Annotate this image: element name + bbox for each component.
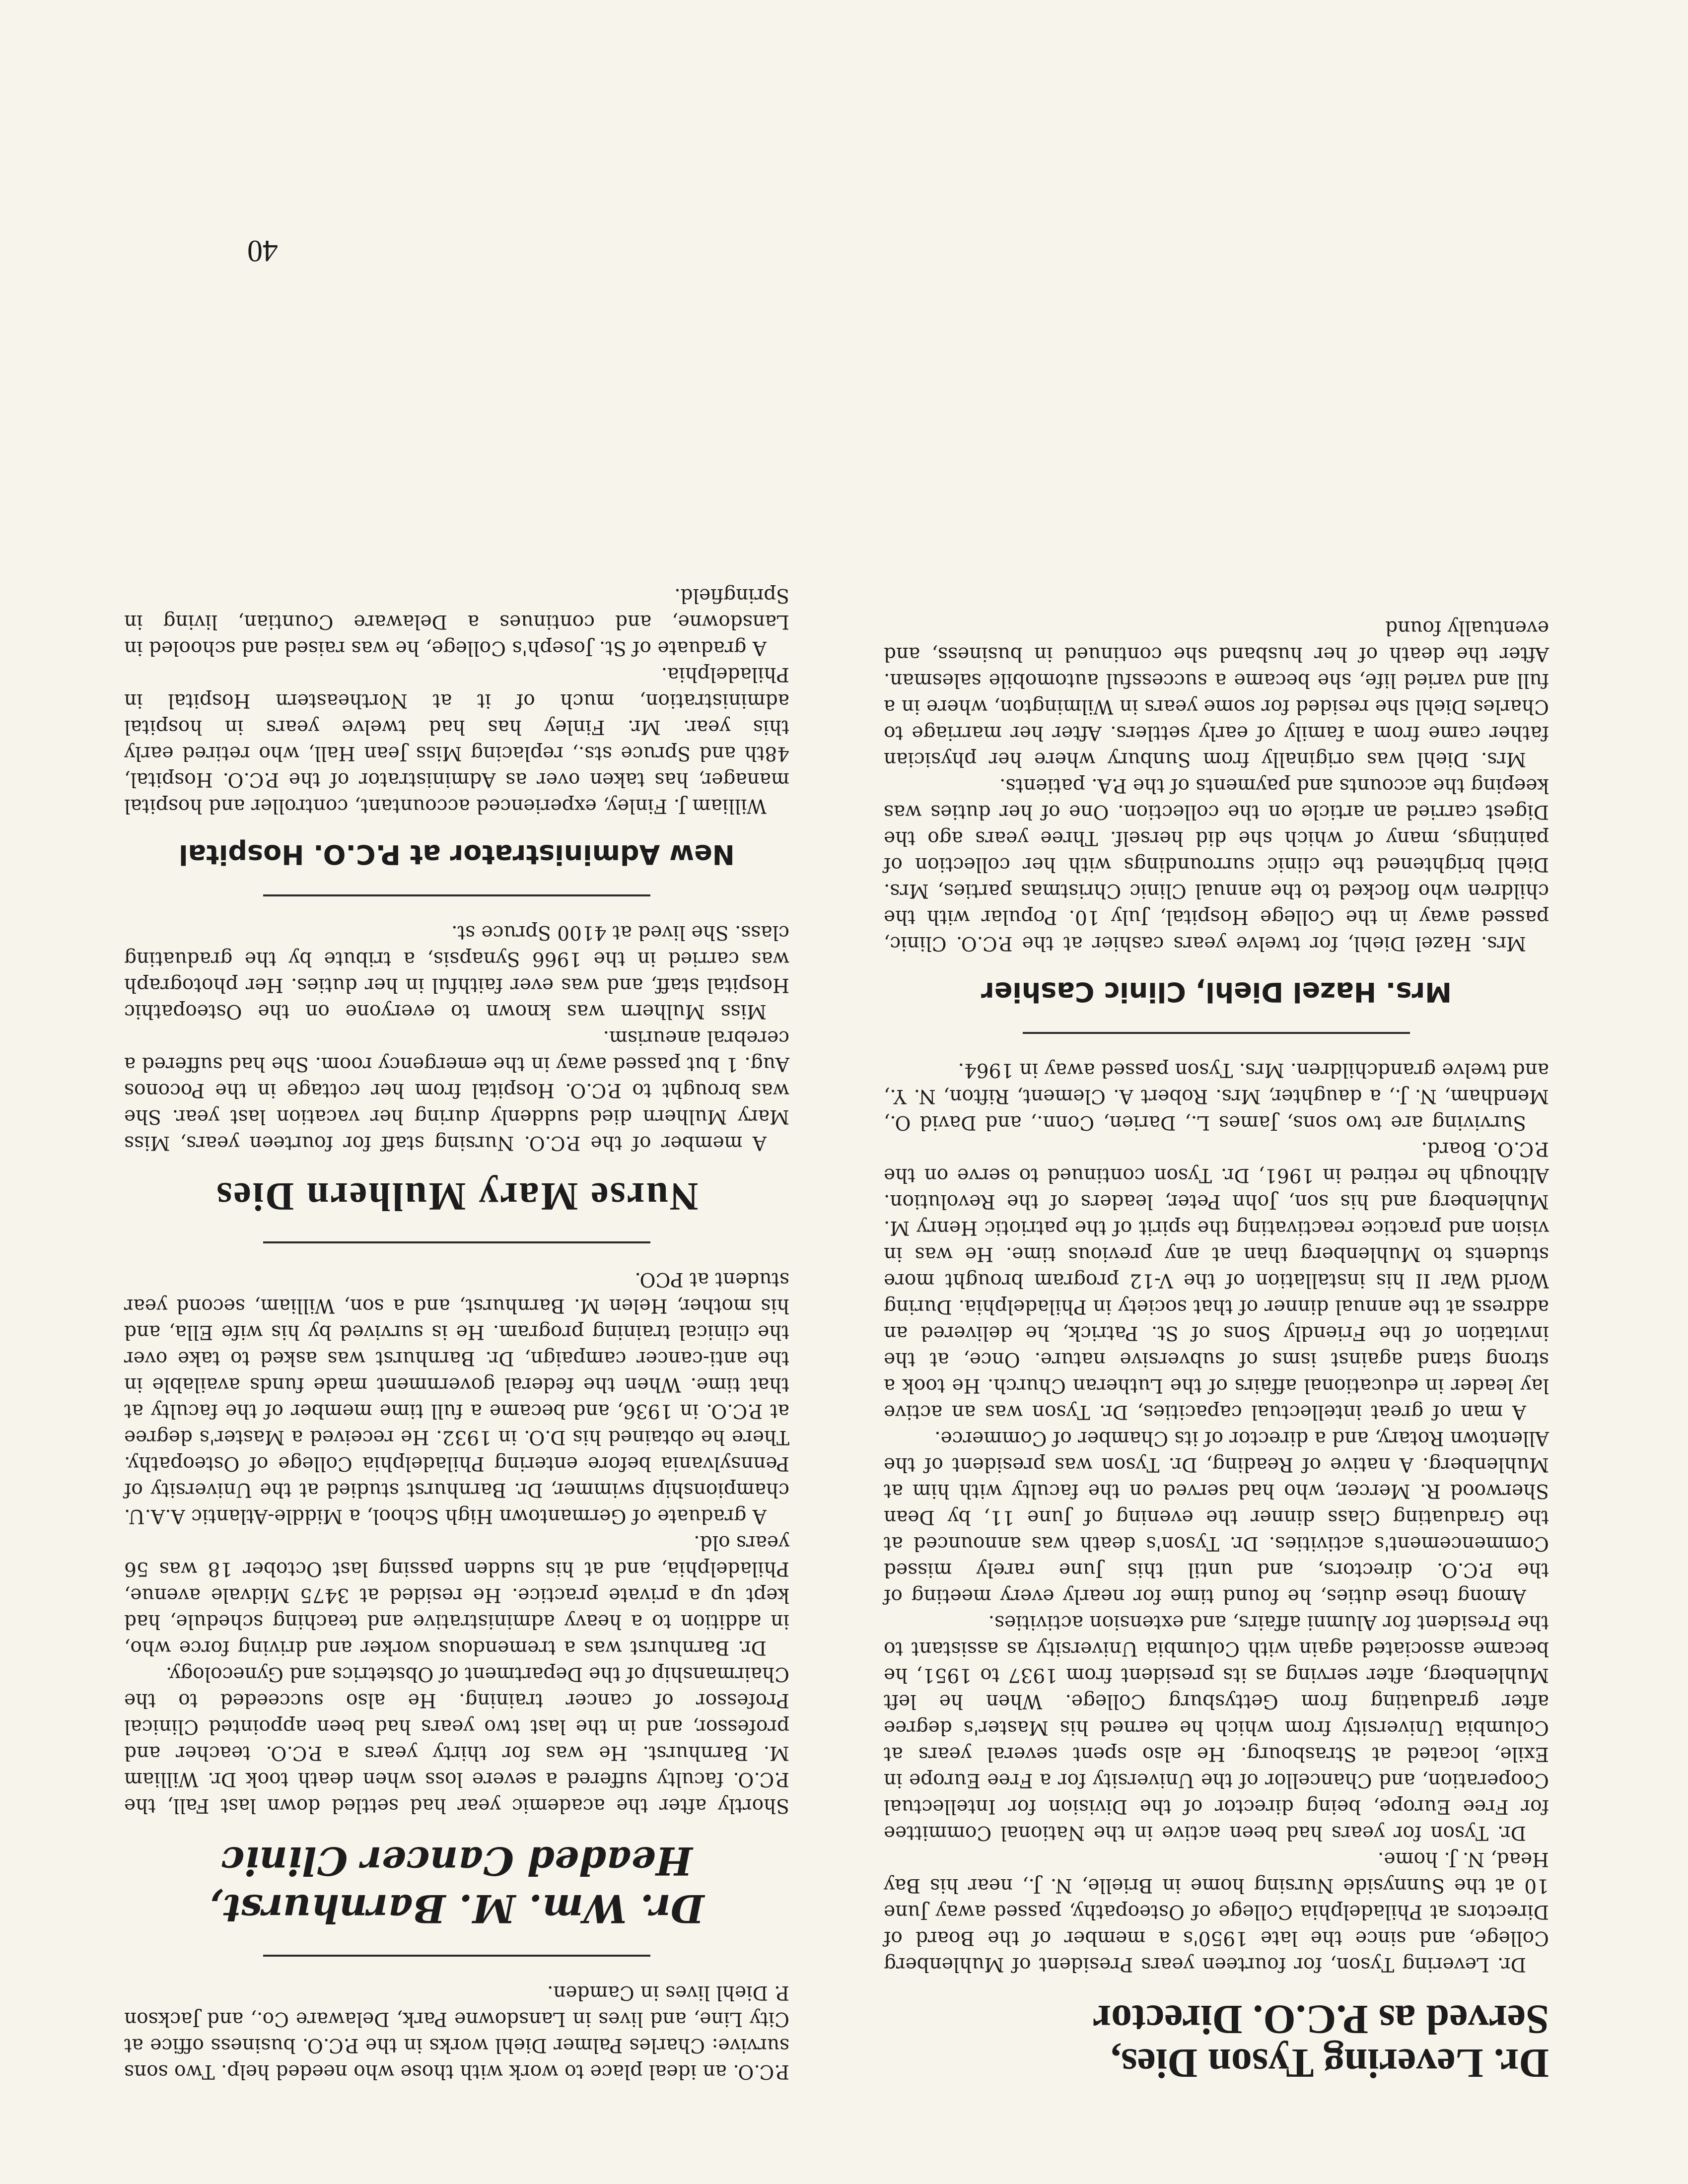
mulhern-paragraph: A member of the P.C.O. Nursing staff for fourteen years, Miss Mary Mulhern died suddenly during her vacation last year. She was brought to P.C.O. Hospital from her cottage in the Poconos Aug. 1 but passed away in the emergency room. She had suffered a cerebral aneurism.	[124, 1026, 789, 1154]
barnhurst-heading-line1: Dr. Wm. M. Barnhurst,	[209, 1886, 704, 1931]
section-divider	[263, 1955, 650, 1957]
tyson-heading-line2: Served as P.C.O. Director	[1092, 1996, 1549, 2043]
mulhern-article-heading: Nurse Mary Mulhern Dies	[215, 1174, 699, 1218]
tyson-heading-line1: Dr. Levering Tyson Dies,	[1111, 2040, 1549, 2086]
tyson-article-heading	[884, 1997, 1549, 2085]
barnhurst-paragraph: A graduate of Germantown High School, a Middle-Atlantic A.A.U. championship swimmer, Dr. Barnhurst studied at the University of Pennsylvania before entering Philadelphia College of Osteopathy. There he obtained his D.O. in 1932. He received a Master's degree at P.C.O. in 1936, and became a full time member of the faculty at that time. When the federal government made funds available in the anti-cancer campaign, Dr. Barnhurst was asked to take over the clinical training program. He is survived by his wife Ella, and his mother, Helen M. Barnhurst, and a son, William, second year student at PCO.	[124, 1268, 789, 1527]
tyson-paragraph: Among these duties, he found time for nearly every meeting of the P.C.O. directors, and until this June rarely missed Commencement's activities. Dr. Tyson's death was announced at the Graduating Class dinner the evening of June 11, by Dean Sherwood R. Mercer, who had served on the faculty with him at Muhlenberg. A native of Reading, Dr. Tyson was president of the Allentown Rotary, and a director of its Chamber of Commerce.	[884, 1427, 1549, 1607]
mulhern-paragraph: Miss Mulhern was known to everyone on the Osteopathic Hospital staff, and was ever faithful in her duties. Her photograph was carried in the 1966 Synapsis, a tribute by the graduating class. She lived at 4100 Spruce st.	[124, 921, 789, 1023]
barnhurst-paragraph: Shortly after the academic year had settled down last Fall, the P.C.O. faculty suffered a severe loss when death took Dr. William M. Barnhurst. He was for thirty years a P.C.O. teacher and professor, and in the last two years had been appointed Clinical Professor of cancer training. He also succeeded to the Chairmanship of the Department of Obstetrics and Gynecology.	[124, 1663, 789, 1817]
diehl-continued-paragraph: P.C.O. an ideal place to work with those who needed help. Two sons survive: Charles Palmer Diehl works in the P.C.O. business office at City Line, and lives in Lansdowne Park, Delaware Co., and Jackson P. Diehl lives in Camden.	[124, 1981, 789, 2083]
section-divider	[1023, 1032, 1410, 1034]
tyson-paragraph: Dr. Levering Tyson, for fourteen years President of Muhlenberg College, and since the late 1950's a member of the Board of Directors at Philadelphia College of Osteopathy, passed away June 10 at the Sunnyside Nursing home in Brielle, N. J., near his Bay Head, N. J. home.	[884, 1848, 1549, 1976]
diehl-paragraph: Mrs. Diehl was originally from Sunbury where her physician father came from a family of early settlers. After her marriage to Charles Diehl she resided for some years in Wilmington, where in a full and varied life, she became a successful automobile salesman. After the death of her husband she continued in business, and eventually found	[884, 616, 1549, 770]
barnhurst-paragraph: Dr. Barnhurst was a tremendous worker and driving force who, in addition to a heavy administrative and teaching schedule, had kept up a private practice. He resided at 3475 Midvale avenue, Philadelphia, and at his sudden passing last October 18 was 56 years old.	[124, 1531, 789, 1659]
left-column	[884, 614, 1549, 2085]
right-column	[124, 582, 789, 2085]
tyson-paragraph: Surviving are two sons, James L., Darien, Conn., and David O., Mendham, N. J., a daughter, Mrs. Robert A. Clement, Rifton, N. Y., and twelve grandchildren. Mrs. Tyson passed away in 1964.	[884, 1059, 1549, 1134]
finley-article-heading: New Administrator at P.C.O. Hospital	[179, 839, 735, 870]
barnhurst-heading-line2: Headed Cancer Clinic	[221, 1838, 693, 1883]
section-divider	[263, 1241, 650, 1243]
page-number: 40	[247, 234, 278, 268]
finley-paragraph: A graduate of St. Joseph's College, he was raised and schooled in Lansdowne, and continues a Delaware Countian, living in Springfield.	[124, 584, 789, 659]
diehl-article-heading: Mrs. Hazel Diehl, Clinic Cashier	[981, 976, 1452, 1008]
barnhurst-article-heading	[124, 1837, 789, 1932]
tyson-paragraph: A man of great intellectual capacities, Dr. Tyson was an active lay leader in educational affairs of the Lutheran Church. He took a strong stand against isms of subversive nature. Once, at the invitation of the Friendly Sons of St. Patrick, he delivered an address at the annual dinner of that society in Philadelphia. During World War II his installation of the V-12 program brought more students to Muhlenberg than at any previous time. He was in vision and practice reactivating the spirit of the patriotic Henry M. Muhlenberg and his son, John Peter, leaders of the Revolution. Although he retired in 1961, Dr. Tyson continued to serve on the P.C.O. Board.	[884, 1138, 1549, 1423]
diehl-paragraph: Mrs. Hazel Diehl, for twelve years cashier at the P.C.O. Clinic, passed away in the College Hospital, July 10. Popular with the children who flocked to the annual Clinic Christmas parties, Mrs. Diehl brightened the clinic surroundings with her collection of paintings, many of which she did herself. Three years ago the Digest carried an article on the collection. One of her duties was keeping the accounts and payments of the P.A. patients.	[884, 774, 1549, 955]
tyson-paragraph: Dr. Tyson for years had been active in the National Committee for Free Europe, being director of the Division for Intellectual Cooperation, and Chancellor of the University for a Free Europe in Exile, located at Strasbourg. He also spent several years at Columbia University from which he earned his Master's degree after graduating from Gettysburg College. When he left Muhlenberg, after serving as its president from 1937 to 1951, he became associated again with Columbia University as assistant to the President for Alumni affairs, and extension activities.	[884, 1611, 1549, 1844]
section-divider	[263, 894, 650, 896]
finley-paragraph: William J. Finley, experienced accountant, controller and hospital manager, has taken over as Administrator of the P.C.O. Hospital, 48th and Spruce sts., replacing Miss Jean Hall, who retired early this year. Mr. Finley has had twelve years in hospital administration, much of it at Northeastern Hospital in Philadelphia.	[124, 663, 789, 817]
